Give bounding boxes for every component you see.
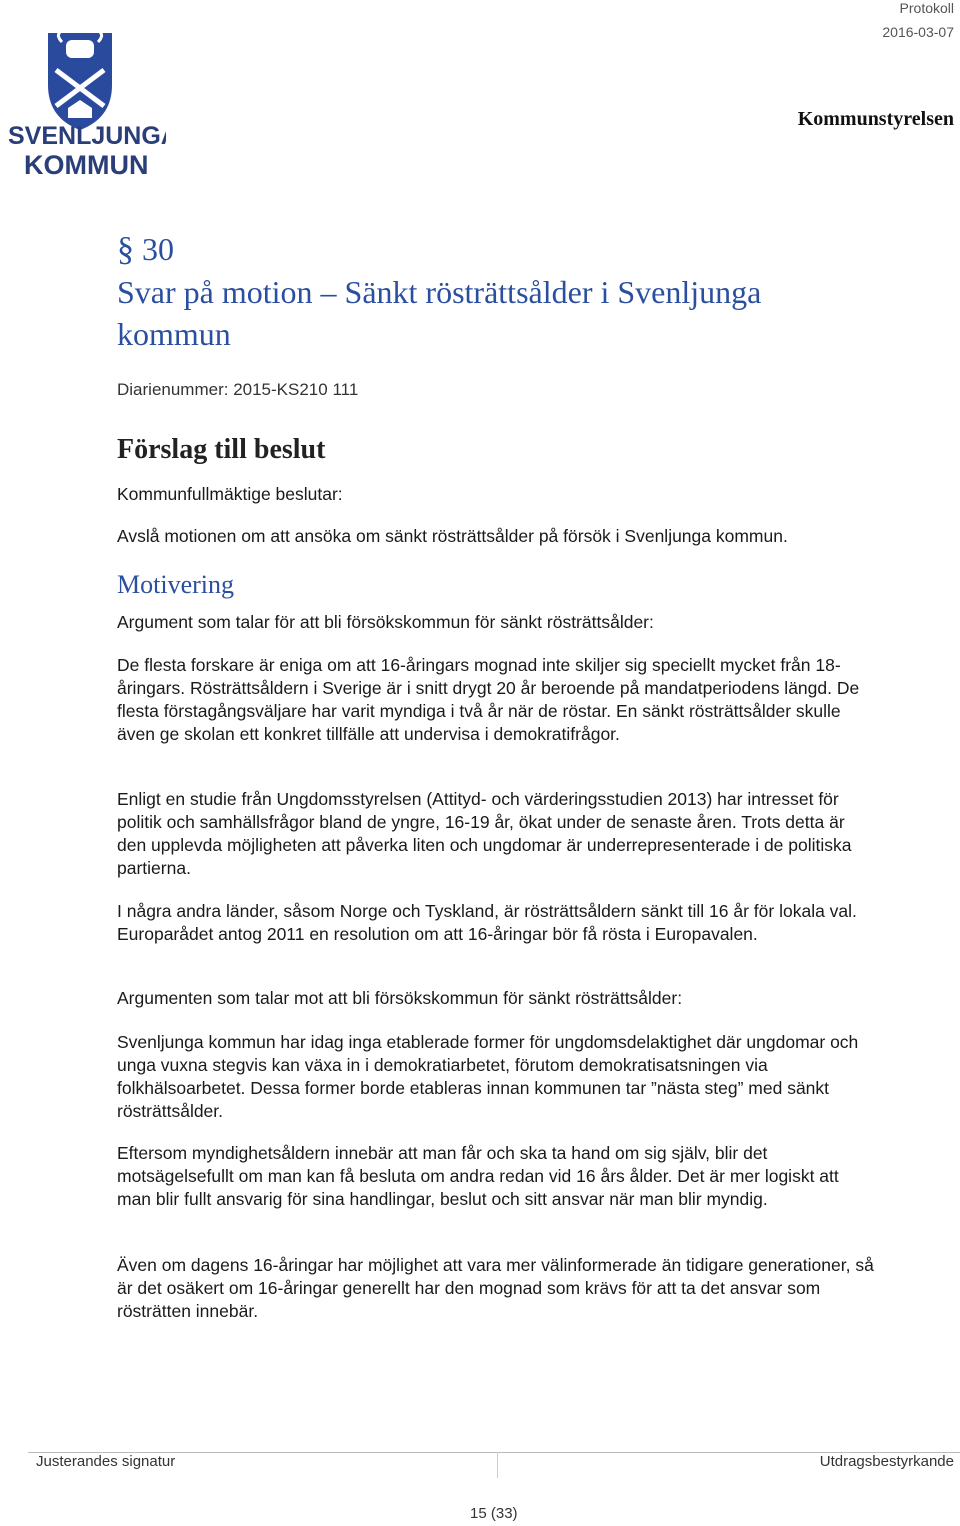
paragraph-against-3: Även om dagens 16-åringar har möjlighet att vara mer välinformerade än tidigare generationer, så är det osäkert om 16-åringar generellt har den mognad som krävs för att ta det ansvar som rösträtten innebär. [117, 1255, 874, 1321]
heading-motivering: Motivering [117, 570, 234, 599]
forslag-decision: Avslå motionen om att ansöka om sänkt rösträttsålder på försök i Svenljunga kommun. [117, 526, 788, 546]
section-number: 30 [142, 231, 174, 267]
diarienummer: Diarienummer: 2015-KS210 111 [117, 380, 359, 399]
section-title-line2: kommun [117, 316, 231, 352]
paragraph-against-1: Svenljunga kommun har idag inga etablerade former för ungdomsdelaktighet där ungdomar och unga vuxna stegvis kan växa in i demokratiarbetet, förutom demokratisatsningen via folkhälsoarbetet. Dessa former borde etableras innan kommunen tar ”nästa steg” med sänkt rösträttsålder. [117, 1032, 859, 1121]
section-title-line1: Svar på motion – Sänkt rösträttsålder i Svenljunga [117, 274, 762, 310]
doc-date: 2016-03-07 [882, 24, 954, 40]
footer-divider [497, 1452, 498, 1478]
paragraph-for-3: I några andra länder, såsom Norge och Tyskland, är rösträttsåldern sänkt till 16 år för lokala val. Europarådet antog 2011 en resolution om att 16-åringar bör få rösta i Europavalen. [117, 901, 857, 944]
paragraph-for-1: De flesta forskare är eniga om att 16-åringars mognad inte skiljer sig speciellt mycket från 18-åringars. Rösträttsåldern i Sverige är i snitt drygt 20 år beroende på mandatperiodens längd. De flesta förstagångsväljare har varit myndiga i två år när de röstar. En sänkt rösträttsålder skulle även ge skolan ett konkret tillfälle att undervisa i demokratifrågor. [117, 655, 860, 744]
coat-of-arms-icon [4, 30, 166, 180]
forslag-intro: Kommunfullmäktige beslutar: [117, 484, 343, 504]
heading-forslag: Förslag till beslut [117, 434, 326, 465]
signature-label: Justerandes signatur [36, 1453, 176, 1470]
logo-line2: KOMMUN [24, 150, 149, 180]
municipality-logo [4, 30, 166, 180]
section-title [117, 228, 917, 355]
paragraph-against-2: Eftersom myndighetsåldern innebär att man får och ska ta hand om sig själv, blir det motsägelsefullt om man kan få besluta om andra redan vid 16 års ålder. Det är mer logiskt att man blir fullt ansvarig för sina handlingar, beslut och sitt ansvar när man blir myndig. [117, 1143, 839, 1209]
paragraph-for-2: Enligt en studie från Ungdomsstyrelsen (Attityd- och värderingsstudien 2013) har intresset för politik och samhällsfrågor bland de yngre, 16-19 år, ökat under de senaste åren. Trots detta är den upplevda möjligheten att påverka liten och ungdomar är underrepresenterade i de politiska partierna. [117, 789, 852, 878]
doc-type: Protokoll [899, 0, 954, 16]
section-symbol: § [117, 231, 134, 268]
logo-line1: SVENLJUNGA [8, 122, 166, 150]
organ-name: Kommunstyrelsen [797, 108, 954, 130]
against-heading: Argumenten som talar mot att bli försökskommun för sänkt rösträttsålder: [117, 988, 683, 1008]
certification-label: Utdragsbestyrkande [819, 1453, 954, 1470]
for-heading: Argument som talar för att bli försökskommun för sänkt rösträttsålder: [117, 612, 654, 632]
page-number: 15 (33) [470, 1505, 518, 1522]
